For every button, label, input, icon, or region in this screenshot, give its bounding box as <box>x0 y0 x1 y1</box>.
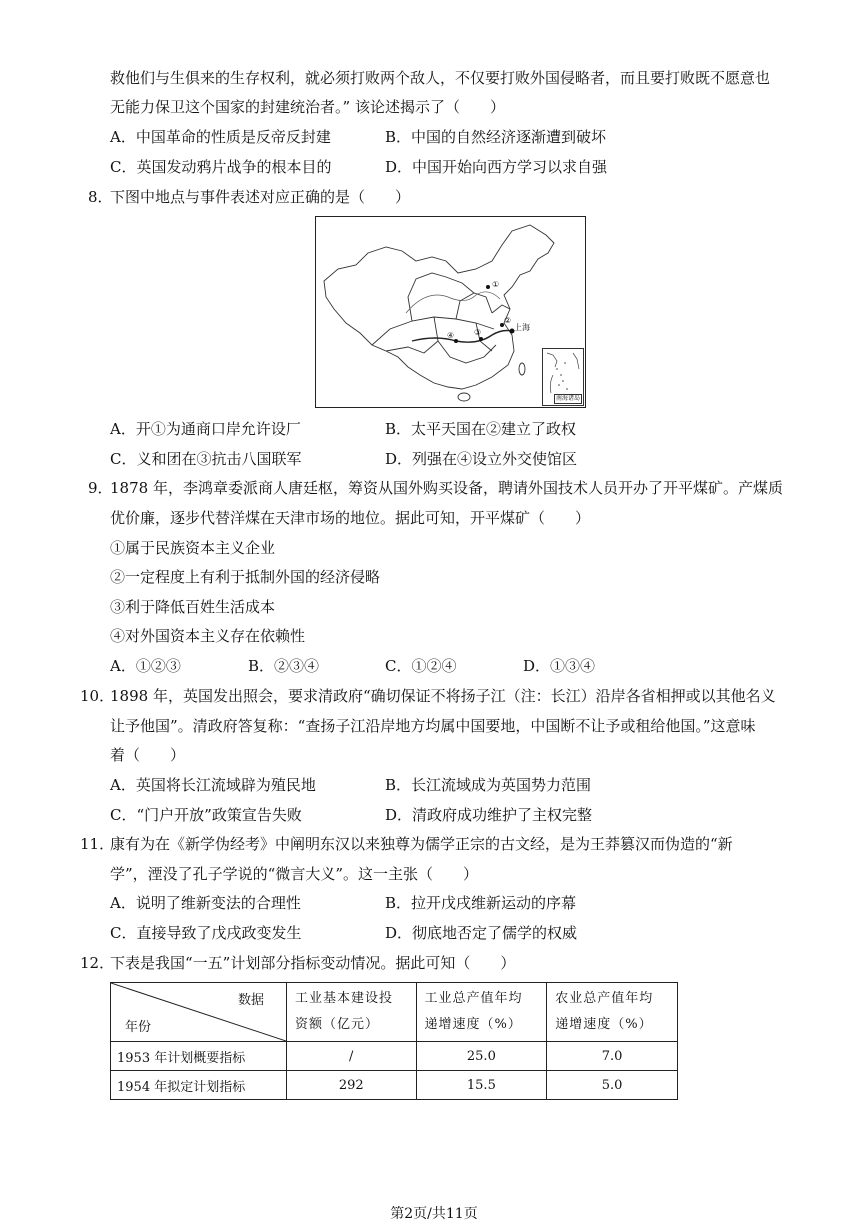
map-marker-4: ④ <box>447 331 455 340</box>
q7-option-d: D．中国开始向西方学习以求自强 <box>385 158 608 176</box>
table-header-industry-growth <box>416 983 547 1042</box>
q8-option-b: B．太平天国在②建立了政权 <box>385 420 577 438</box>
q11-stem-line-1: 康有为在《新学伪经考》中阐明东汉以来独尊为儒学正宗的古文经，是为王莽篡汉而伪造的“新 <box>110 835 733 853</box>
table-corner-diagonal <box>111 983 286 1041</box>
q7-stem-line-1: 救他们与生俱来的生存权利，就必须打败两个敌人，不仅要打败外国侵略者，而且要打败既不愿意也 <box>110 69 771 87</box>
q10-option-a: A．英国将长江流域辟为殖民地 <box>110 776 316 794</box>
table-header-cell-line: 递增速度（%） <box>555 1017 653 1032</box>
q9-item-4: ④对外国资本主义存在依赖性 <box>110 627 306 645</box>
q11-option-a: A．说明了维新变法的合理性 <box>110 894 301 912</box>
q9-item-3: ③利于降低百姓生活成本 <box>110 598 276 616</box>
plan-indicator-table <box>110 982 678 1100</box>
q9-item-1: ①属于民族资本主义企业 <box>110 539 276 557</box>
table-header-cell-line: 农业总产值年均 <box>555 991 654 1006</box>
q9-number: 9． <box>88 479 113 497</box>
table-cell: 7.0 <box>547 1042 678 1071</box>
table-cell: 25.0 <box>416 1042 547 1071</box>
q10-stem-line-1: 1898 年，英国发出照会，要求清政府“确切保证不将扬子江（注：长江）沿岸各省相押或以其他名义 <box>110 687 776 705</box>
table-cell: 1953 年计划概要指标 <box>111 1042 287 1071</box>
map-marker-1: ① <box>492 280 500 289</box>
q10-stem-line-3: 着（ ） <box>110 746 186 764</box>
table-corner-top-label: 数据 <box>237 993 264 1008</box>
q8-number: 8． <box>88 188 113 206</box>
q7-option-c: C．英国发动鸦片战争的根本目的 <box>110 158 332 176</box>
south-china-sea-inset <box>542 348 584 406</box>
q9-option-c: C．①②④ <box>385 657 457 675</box>
q8-stem: 下图中地点与事件表述对应正确的是（ ） <box>110 188 411 206</box>
q11-number: 11． <box>80 835 115 853</box>
table-header-cell-line: 资额（亿元） <box>295 1017 380 1032</box>
page-footer: 第2页/共11页 <box>390 1206 478 1222</box>
q7-option-a: A．中国革命的性质是反帝反封建 <box>110 128 331 146</box>
q11-option-d: D．彻底地否定了儒学的权威 <box>385 924 578 942</box>
table-header-cell-line: 递增速度（%） <box>424 1017 522 1032</box>
table-cell: / <box>287 1042 417 1071</box>
q10-number: 10． <box>80 687 115 705</box>
q8-option-d: D．列强在④设立外交使馆区 <box>385 450 578 468</box>
q8-option-a: A．开①为通商口岸允许设厂 <box>110 420 301 438</box>
china-map <box>315 216 586 408</box>
table-header-cell-line: 工业总产值年均 <box>424 991 523 1006</box>
table-cell: 292 <box>287 1071 417 1100</box>
table-corner-cell <box>111 983 287 1042</box>
table-header-investment <box>287 983 417 1042</box>
table-header-agriculture-growth <box>547 983 678 1042</box>
table-cell: 1954 年拟定计划指标 <box>111 1071 287 1100</box>
q7-stem-line-2: 无能力保卫这个国家的封建统治者。” 该论述揭示了（ ） <box>110 98 505 116</box>
table-corner-bottom-label: 年份 <box>125 1020 152 1035</box>
q7-option-b: B．中国的自然经济逐渐遭到破坏 <box>385 128 607 146</box>
q9-stem-line-2: 优价廉，逐步代替洋煤在天津市场的地位。据此可知，开平煤矿（ ） <box>110 509 591 527</box>
table-header-cell-line: 工业基本建设投 <box>295 991 394 1006</box>
q10-option-c: C．“门户开放”政策宣告失败 <box>110 806 302 824</box>
table-cell: 15.5 <box>416 1071 547 1100</box>
q10-stem-line-2: 让予他国”。清政府答复称：“查扬子江沿岸地方均属中国要地，中国断不让予或租给他国。”这意味 <box>110 717 756 735</box>
q9-item-2: ②一定程度上有利于抵制外国的经济侵略 <box>110 568 381 586</box>
inset-label: 南海诸岛 <box>555 395 580 402</box>
q9-option-d: D．①③④ <box>523 657 596 675</box>
table-cell: 5.0 <box>547 1071 678 1100</box>
table-header-row <box>111 983 678 1042</box>
q11-option-b: B．拉开戊戌维新运动的序幕 <box>385 894 577 912</box>
q11-stem-line-2: 学”，湮没了孔子学说的“微言大义”。这一主张（ ） <box>110 865 479 883</box>
q8-option-c: C．义和团在③抗击八国联军 <box>110 450 302 468</box>
q10-option-d: D．清政府成功维护了主权完整 <box>385 806 593 824</box>
q12-stem: 下表是我国“一五”计划部分指标变动情况。据此可知（ ） <box>110 954 516 972</box>
q12-number: 12． <box>80 954 115 972</box>
q10-option-b: B．长江流域成为英国势力范围 <box>385 776 592 794</box>
table-row <box>111 1071 678 1100</box>
map-city-shanghai: 上海 <box>514 323 530 332</box>
map-marker-2: ② <box>504 316 512 325</box>
q11-option-c: C．直接导致了戊戌政变发生 <box>110 924 302 942</box>
table-row <box>111 1042 678 1071</box>
map-marker-3: ③ <box>474 328 482 337</box>
q9-stem-line-1: 1878 年，李鸿章委派商人唐廷枢，筹资从国外购买设备，聘请外国技术人员开办了开平煤矿。产煤质 <box>110 479 783 497</box>
q9-option-b: B．②③④ <box>248 657 320 675</box>
q9-option-a: A．①②③ <box>110 657 181 675</box>
